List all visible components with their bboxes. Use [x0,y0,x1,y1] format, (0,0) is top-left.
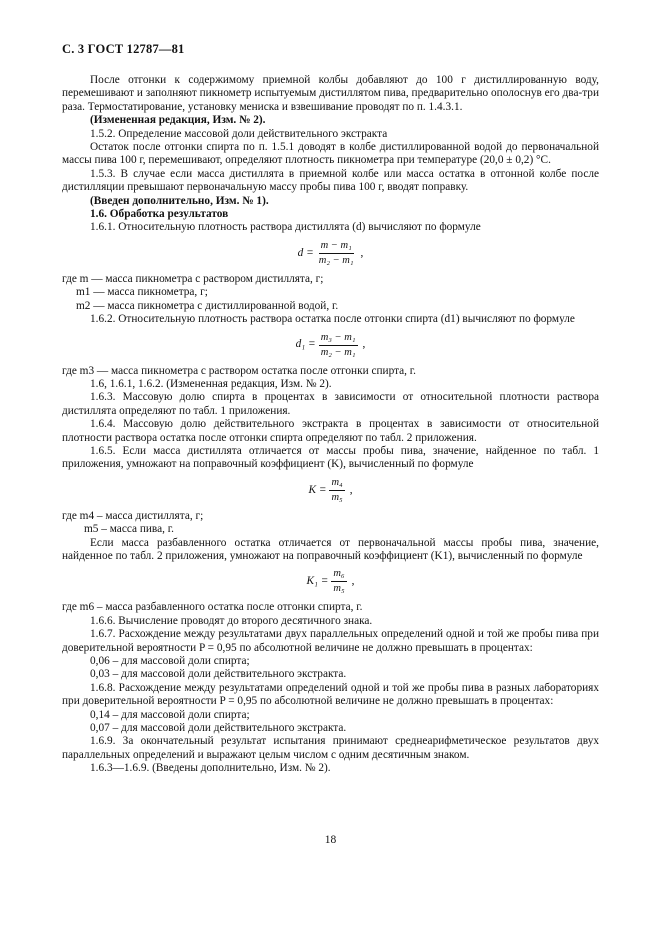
list-item: 0,06 – для массовой доли спирта; [90,655,250,667]
paragraph: 1.6.2. Относительную плотность раствора остатка после отгонки спирта (d1) вычисляют по формуле [90,313,575,326]
denominator: m₅ [331,491,343,503]
variable-definition: где m — масса пикнометра с раствором дистиллята, г; [62,272,324,285]
formula-lhs: d = [297,246,314,259]
amendment-note: 1.6.3—1.6.9. (Введены дополнительно, Изм. № 2). [90,762,331,775]
denominator: m₅ [333,583,345,595]
numerator: m − m₁ [319,240,354,254]
formula-lhs: d₁ = [295,338,316,351]
formula-tail: , [351,575,355,588]
variable-definition: m1 — масса пикнометра, г; [76,286,208,299]
variable-definition: где m6 – масса разбавленного остатка после отгонки спирта, г. [62,601,363,614]
fraction [331,568,346,595]
variable-definition: где m3 — масса пикнометра с раствором остатка после отгонки спирта, г. [62,364,416,377]
formula-k1 [62,568,599,595]
paragraph: 1.6.9. За окончательный результат испытания принимают среднеарифметическое результатов двух параллельных определений и выражают целым числом с одним десятичным знаком. [62,735,599,761]
section-heading: 1.5.2. Определение массовой доли действительного экстракта [90,127,388,140]
variable-definition: где m4 – масса дистиллята, г; [62,509,204,522]
paragraph: Если масса разбавленного остатка отличается от первоначальной массы пробы пива, значение, найденное по табл. 2 приложения, умножают на поправочный коэффициент (K1), вычисленный по формуле [62,536,599,562]
amendment-note: (Введен дополнительно, Изм. № 1). [90,194,269,207]
variable-definition: m5 – масса пива, г. [84,523,174,536]
variable-definition: m2 — масса пикнометра с дистиллированной водой, г. [76,299,339,312]
amendment-note: (Измененная редакция, Изм. № 2). [90,114,266,127]
denominator: m₂ − m₁ [318,254,354,266]
formula-tail: , [349,483,353,496]
section-heading: 1.6. Обработка результатов [90,208,229,221]
paragraph: 1.6.7. Расхождение между результатами двух параллельных определений одной и той же пробы пива при доверительной вероятности P = 0,95 по абсолютной величине не должно превышать в процентах: [62,628,599,654]
formula-lhs: K₁ = [306,575,329,588]
formula-tail: , [360,246,364,259]
formula-d1 [62,332,599,359]
numerator: m₃ − m₁ [319,332,358,346]
page-header: С. 3 ГОСТ 12787—81 [62,42,185,56]
paragraph: 1.6.6. Вычисление проводят до второго десятичного знака. [90,614,373,627]
formula-tail: , [362,338,366,351]
page-number: 18 [324,834,337,846]
document-body [62,74,599,776]
formula-lhs: K = [308,483,327,496]
fraction [319,332,358,359]
numerator: m₆ [331,568,346,582]
fraction [317,240,356,267]
list-item: 0,07 – для массовой доли действительного экстракта. [90,722,347,735]
formula-d [62,240,599,267]
numerator: m₄ [329,477,344,491]
paragraph: 1.6.4. Массовую долю действительного экстракта в процентах в зависимости от относительной плотности раствора остатка после отгонки спирта определяют по табл. 2 приложения. [62,418,599,444]
formula-k [62,477,599,504]
list-item: 0,03 – для массовой доли действительного экстракта. [90,668,347,681]
paragraph: 1.6.8. Расхождение между результатами определений одной и той же пробы пива в разных лабораториях при доверительной вероятности P = 0,95 по абсолютной величине не должно превышать в процентах: [62,681,599,708]
paragraph: 1.5.3. В случае если масса дистиллята в приемной колбе или масса остатка в отгонной колбе после дистилляции превышают первоначальную массу пробы пива 100 г, вводят поправку. [62,167,599,194]
paragraph: Остаток после отгонки спирта по п. 1.5.1 доводят в колбе дистиллированной водой до первоначальной массы пива 100 г, перемешивают, определяют плотность пикнометра при температуре (20,0 ± 0,2) °С. [62,141,599,167]
fraction [329,477,344,504]
denominator: m₂ − m₁ [320,346,356,358]
list-item: 0,14 – для массовой доли спирта; [90,708,250,721]
paragraph: 1.6.5. Если масса дистиллята отличается от массы пробы пива, значение, найденное по табл. 1 приложения, умножают на поправочный коэффициент (K), вычисленный по формуле [62,444,599,471]
paragraph: После отгонки к содержимому приемной колбы добавляют до 100 г дистиллированную воду, перемешивают и заполняют пикнометр испытуемым дистиллятом пива, предварительно ополоснув его два-три раза. Термостатирование, установку мениска и взвешивание проводят по п. 1.4.3.1. [62,74,599,113]
paragraph: 1.6.1. Относительную плотность раствора дистиллята (d) вычисляют по формуле [90,221,481,234]
amendment-note: 1.6, 1.6.1, 1.6.2. (Измененная редакция, Изм. № 2). [90,377,332,390]
paragraph: 1.6.3. Массовую долю спирта в процентах в зависимости от относительной плотности раствора дистиллята определяют по табл. 1 приложения. [62,391,599,417]
